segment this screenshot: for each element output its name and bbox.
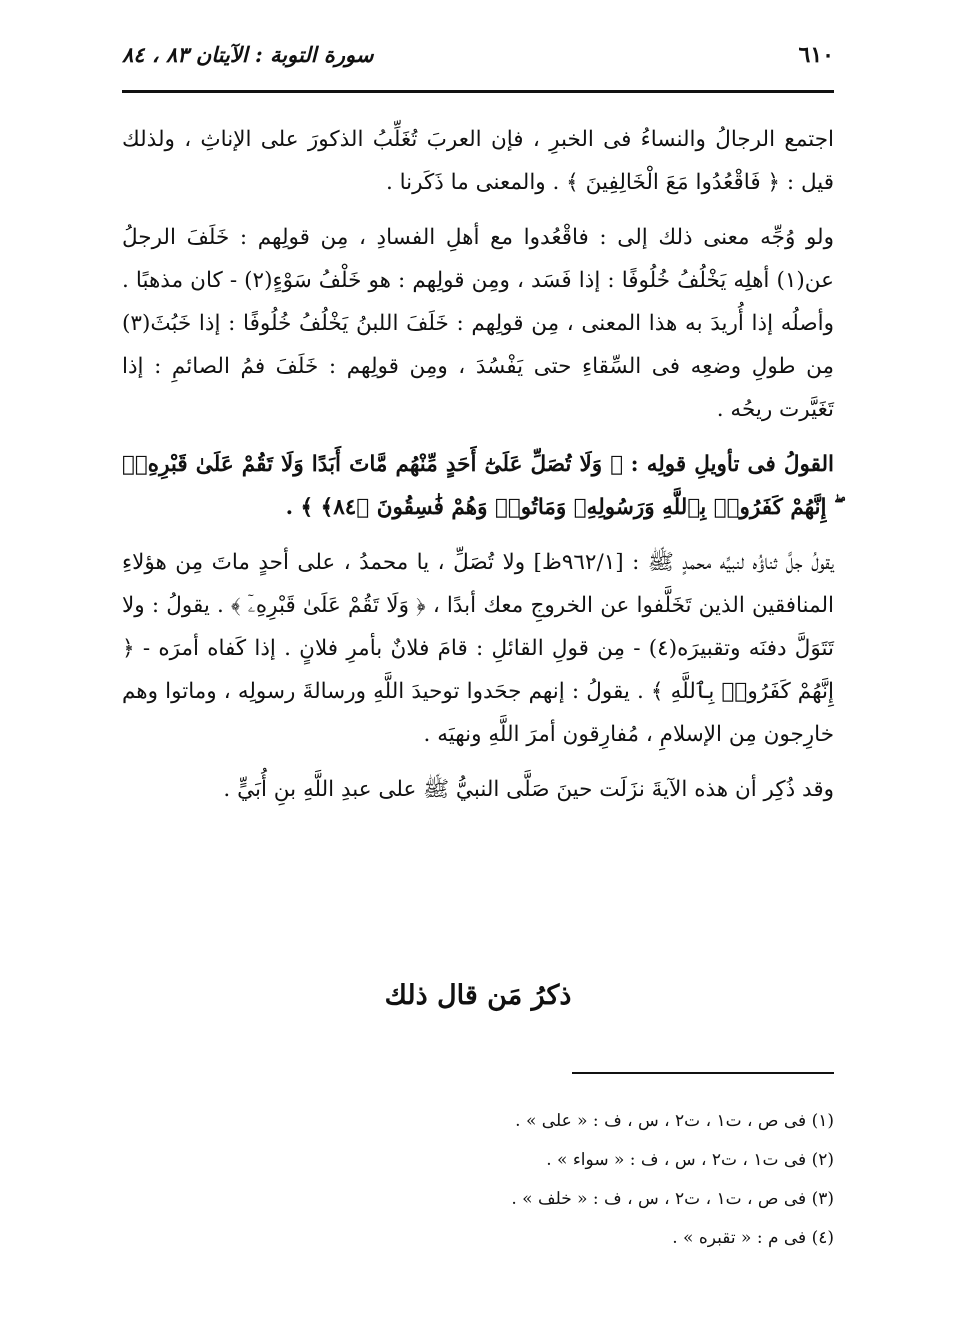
verse-paragraph (122, 443, 834, 529)
quran-verse: ﴿ وَلَا تُصَلِّ عَلَىٰٓ أَحَدٍ مِّنْهُم مَّاتَ أَبَدًا وَلَا تَقُمْ عَلَىٰ قَبْرِهِۦٓ ۖ إِنَّهُمْ كَفَرُوا۟ بِٱللَّهِ وَرَسُولِهِۦ وَمَاتُوا۟ وَهُمْ فَٰسِقُونَ ﴿٨٤﴾ ﴾ . (122, 452, 834, 520)
section-heading: ذكرُ مَن قال ذلك (384, 980, 572, 1011)
paragraph-1: اجتمع الرجالُ والنساءُ فى الخبرِ ، فإن العربَ تُغَلِّبُ الذكورَ على الإناثِ ، ولذلك قيل : ﴿ فَاقْعُدُوا مَعَ الْخَالِفِينَ ﴾ . والمعنى ما ذَكَرنا . (122, 127, 834, 195)
footnote-3: (٣) فى ص ، ت١ ، ت٢ ، س ، ف : « خلف » . (511, 1189, 834, 1209)
footnotes (122, 1102, 834, 1258)
footnote-1: (١) فى ص ، ت١ ، ت٢ ، س ، ف : « على » . (515, 1111, 834, 1131)
footnote-2: (٢) فى ت١ ، ت٢ ، س ، ف : « سواء » . (546, 1150, 834, 1170)
verse-intro-lead: القولُ فى تأويلِ قولِه : (630, 452, 834, 477)
page-number: ٦١٠ (798, 42, 834, 68)
main-text (122, 118, 834, 823)
paragraph-2: ولو وُجِّه معنى ذلك إلى : فاقْعُدوا مع أهلِ الفسادِ ، مِن قولِهم : خَلَفَ الرجلُ عن(١) أهلِه يَخْلُفُ خُلُوفًا : إذا فَسَد ، ومِن قولِهم : هو خَلْفُ سَوْءٍ(٢) - كان مذهبًا . وأصلُه إذا أُريدَ به هذا المعنى ، مِن قولِهم : خَلَفَ اللبنُ يَخْلُفُ خُلُوفًا : إذا خَبُثَ(٣) مِن طولِ وضعِه فى السِّقاءِ حتى يَفْسُدَ ، ومِن قولِهم : خَلَفَ فمُ الصائمِ : إذا تَغَيَّرت ريحُه . (122, 225, 835, 422)
footnote-rule (572, 1072, 834, 1074)
commentary-paragraph-1: يقولُ جلَّ ثناؤُه لنبيِّه محمدٍ ﷺ : [٩٦٢/١ظ] ولا تُصَلِّ ، يا محمدُ ، على أحدٍ ماتَ مِن هؤلاءِ المنافقين الذين تَخَلَّفوا عن الخروجِ معك أبدًا ، ﴿ وَلَا تَقُمْ عَلَىٰ قَبْرِهِۦٓ ﴾ . يقولُ : ولا تَتَوَلَّ دفنَه وتقبيرَه(٤) - مِن قولِ القائلِ : قامَ فلانٌ بأمرِ فلانٍ . إذا كَفاه أمرَه - ﴿ إِنَّهُمْ كَفَرُوا۟ بِٱللَّهِ ﴾ . يقولُ : إنهم جحَدوا توحيدَ اللَّهِ ورسالةَ رسولِه ، وماتوا وهم خارِجون مِن الإسلامِ ، مُفارِقون أمرَ اللَّهِ ونهيَه . (122, 550, 835, 747)
running-title: سورة التوبة : الآيتان ٨٣ ، ٨٤ (122, 42, 374, 67)
commentary-paragraph-2: وقد ذُكِر أن هذه الآيةَ نزَلَت حينَ صَلَّى النبيُّ ﷺ على عبدِ اللَّهِ بنِ أُبَيٍّ . (223, 777, 834, 802)
page-header (122, 38, 834, 84)
header-rule (122, 90, 834, 93)
footnote-4: (٤) فى م : « تقبره » . (672, 1228, 834, 1248)
